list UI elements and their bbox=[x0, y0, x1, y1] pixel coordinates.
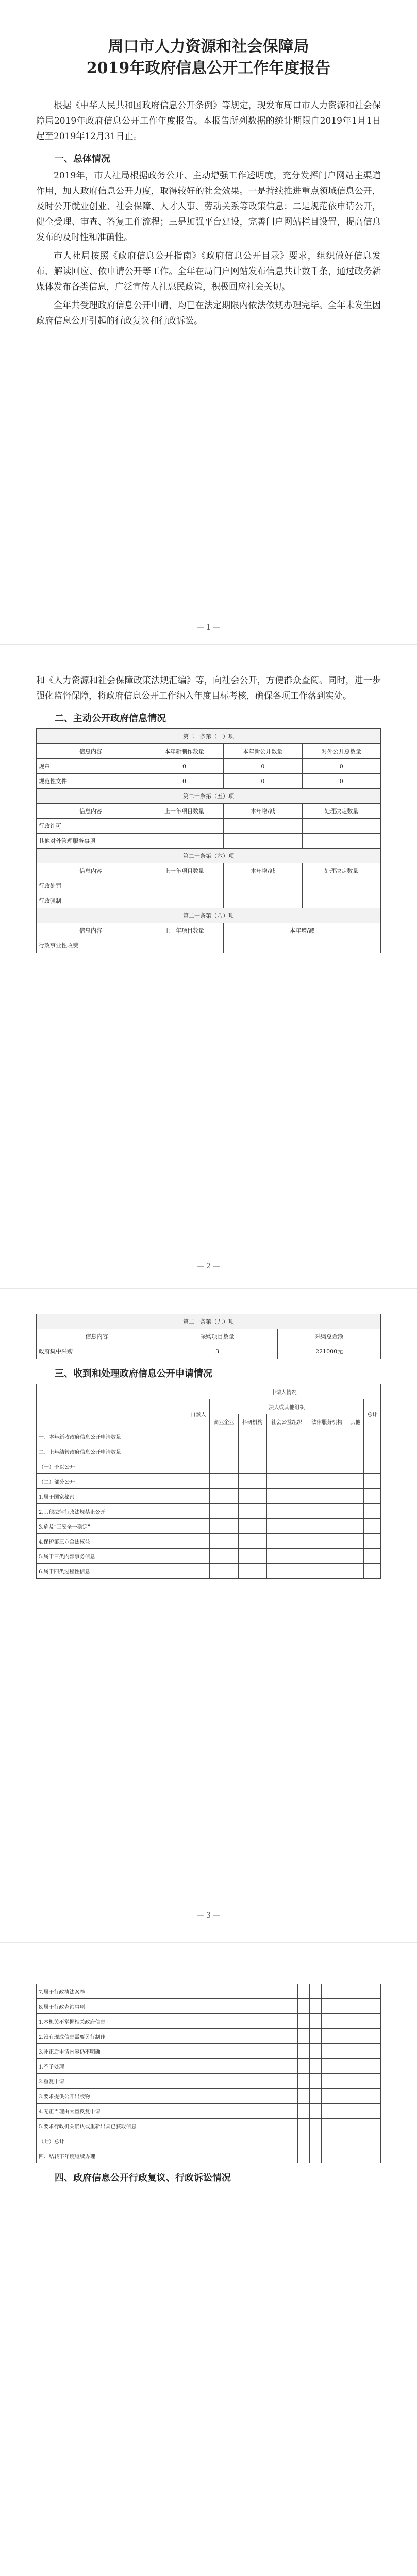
table-cell bbox=[307, 1504, 347, 1519]
table-cell bbox=[369, 2104, 381, 2119]
table-cell bbox=[298, 2044, 310, 2059]
table-cell bbox=[369, 2044, 381, 2059]
table-cell bbox=[238, 1459, 266, 1474]
table-row bbox=[37, 2089, 381, 2104]
table-header: 处理决定数量 bbox=[302, 863, 380, 878]
section-1-paragraph-3: 全年共受理政府信息公开申请，均已在法定期限内依法依规办理完毕。全年未发生因政府信息公开引起的行政复议和行政诉讼。 bbox=[36, 300, 381, 326]
table-cell bbox=[333, 2133, 345, 2148]
table-cell bbox=[347, 1444, 364, 1459]
table-cell bbox=[145, 819, 223, 834]
table-cell: 行政强制 bbox=[37, 893, 145, 908]
table-header: 商业企业 bbox=[210, 1414, 238, 1429]
table-cell bbox=[266, 1459, 307, 1474]
table-row bbox=[37, 878, 381, 893]
table-cell bbox=[266, 1444, 307, 1459]
table-cell bbox=[347, 1474, 364, 1489]
table-cell bbox=[364, 1489, 381, 1504]
table-row bbox=[37, 1489, 381, 1504]
table-cell bbox=[187, 1459, 210, 1474]
table-band: 第二十条第（九）项 bbox=[37, 1314, 381, 1329]
table-header: 法人或其他组织 bbox=[210, 1399, 364, 1414]
table-cell bbox=[364, 1429, 381, 1444]
table-cell: 行政处罚 bbox=[37, 878, 145, 893]
table-cell bbox=[310, 2089, 322, 2104]
application-handling-table-continued bbox=[36, 1984, 381, 2163]
row-label: 一、本年新收政府信息公开申请数量 bbox=[37, 1429, 187, 1444]
table-row bbox=[37, 2029, 381, 2044]
table-cell bbox=[298, 2074, 310, 2089]
table-cell bbox=[364, 1564, 381, 1579]
table-cell bbox=[310, 2133, 322, 2148]
table-cell bbox=[307, 1519, 347, 1534]
table-cell bbox=[369, 2029, 381, 2044]
page-4 bbox=[21, 1968, 396, 2576]
page-number: — 3 — bbox=[196, 1911, 221, 1920]
row-label: 7.属于行政执法案卷 bbox=[37, 1984, 298, 1999]
table-cell bbox=[298, 2148, 310, 2163]
table-cell bbox=[369, 1999, 381, 2014]
table-cell bbox=[322, 2044, 333, 2059]
table-header: 科研机构 bbox=[238, 1414, 266, 1429]
table-row bbox=[37, 938, 381, 953]
table-cell bbox=[347, 1534, 364, 1549]
table-header: 信息内容 bbox=[37, 923, 145, 938]
row-label: 5.要求行政机关确认或重新出具已获取信息 bbox=[37, 2119, 298, 2133]
table-cell bbox=[345, 2059, 357, 2074]
table-cell: 行政许可 bbox=[37, 819, 145, 834]
table-header: 本年新制作数量 bbox=[145, 744, 223, 759]
table-header: 法律服务机构 bbox=[307, 1414, 347, 1429]
table-cell: 0 bbox=[224, 759, 302, 774]
table-cell bbox=[333, 2059, 345, 2074]
table-cell bbox=[210, 1489, 238, 1504]
row-label: 5.属于三类内部事务信息 bbox=[37, 1549, 187, 1564]
table-cell bbox=[298, 2089, 310, 2104]
table-cell bbox=[322, 2089, 333, 2104]
table-cell bbox=[322, 2119, 333, 2133]
table-cell bbox=[302, 893, 380, 908]
table-cell: 行政事业性收费 bbox=[37, 938, 145, 953]
table-row bbox=[37, 1999, 381, 2014]
table-cell bbox=[238, 1519, 266, 1534]
table-header: 申请人情况 bbox=[187, 1384, 381, 1399]
table-cell: 3 bbox=[157, 1344, 278, 1359]
table-header: 处理决定数量 bbox=[302, 804, 380, 819]
table-cell bbox=[187, 1489, 210, 1504]
table-header: 信息内容 bbox=[37, 863, 145, 878]
doc-title-line2: 2019年政府信息公开工作年度报告 bbox=[86, 59, 331, 77]
table-cell bbox=[210, 1504, 238, 1519]
table-cell bbox=[298, 2029, 310, 2044]
table-cell bbox=[364, 1549, 381, 1564]
table-cell bbox=[322, 2074, 333, 2089]
table-cell bbox=[145, 878, 223, 893]
row-label: 6.属于四类过程性信息 bbox=[37, 1564, 187, 1579]
table-cell bbox=[345, 2014, 357, 2029]
row-label: 3.要求提供公开出版物 bbox=[37, 2089, 298, 2104]
table-cell: 规章 bbox=[37, 759, 145, 774]
table-cell bbox=[307, 1564, 347, 1579]
table-cell bbox=[347, 1489, 364, 1504]
table-row bbox=[37, 1984, 381, 1999]
table-cell bbox=[364, 1519, 381, 1534]
table-cell bbox=[310, 2119, 322, 2133]
table-cell bbox=[347, 1504, 364, 1519]
table-header: 对外公开总数量 bbox=[302, 744, 380, 759]
table-cell bbox=[298, 1999, 310, 2014]
table-header: 社会公益组织 bbox=[266, 1414, 307, 1429]
table-cell bbox=[187, 1474, 210, 1489]
table-cell bbox=[224, 893, 302, 908]
table-cell bbox=[322, 2133, 333, 2148]
row-label: 4.保护第三方合法权益 bbox=[37, 1534, 187, 1549]
table-cell: 其他对外管理服务事项 bbox=[37, 834, 145, 849]
table-cell bbox=[298, 2104, 310, 2119]
table-cell: 0 bbox=[302, 759, 380, 774]
row-label: 1.本机关不掌握相关政府信息 bbox=[37, 2014, 298, 2029]
table-cell bbox=[266, 1549, 307, 1564]
table-cell bbox=[364, 1474, 381, 1489]
table-cell bbox=[266, 1504, 307, 1519]
table-cell bbox=[357, 2074, 369, 2089]
table-cell bbox=[266, 1429, 307, 1444]
table-cell bbox=[238, 1489, 266, 1504]
table-row bbox=[37, 2148, 381, 2163]
table-cell bbox=[333, 1999, 345, 2014]
table-cell bbox=[369, 2059, 381, 2074]
page-number: — 2 — bbox=[196, 1262, 221, 1270]
table-cell bbox=[310, 2014, 322, 2029]
table-cell bbox=[238, 1429, 266, 1444]
table-cell bbox=[347, 1459, 364, 1474]
table-cell bbox=[307, 1534, 347, 1549]
table-cell bbox=[357, 2104, 369, 2119]
table-row bbox=[37, 834, 381, 849]
table-cell bbox=[238, 1444, 266, 1459]
table-cell bbox=[224, 878, 302, 893]
table-row bbox=[37, 774, 381, 789]
table-row bbox=[37, 1519, 381, 1534]
table-cell bbox=[145, 938, 223, 953]
table-cell bbox=[369, 2089, 381, 2104]
page-2 bbox=[21, 649, 396, 1278]
table-row bbox=[37, 1459, 381, 1474]
table-row bbox=[37, 2074, 381, 2089]
table-cell bbox=[266, 1489, 307, 1504]
section-1-paragraph-1: 2019年，市人社局根据政务公开、主动增强工作透明度，充分发挥门户网站主渠道作用，加大政府信息公开力度，取得较好的社会效果。一是持续推进重点领域信息公开，及时公开就业创业、社会保障、人才人事、劳动关系等政策信息；二是规范依申请公开，健全受理、审查、答复工作流程；三是加强平台建设，完善门户网站栏目设置，提高信息发布的及时性和准确性。 bbox=[36, 171, 381, 243]
section-3-heading: 三、收到和处理政府信息公开申请情况 bbox=[55, 1368, 212, 1379]
row-label: 2.没有现成信息需要另行制作 bbox=[37, 2029, 298, 2044]
table-cell bbox=[345, 2029, 357, 2044]
table-cell bbox=[322, 2104, 333, 2119]
table-row bbox=[37, 819, 381, 834]
page-divider bbox=[0, 1288, 417, 1289]
table-cell bbox=[310, 2148, 322, 2163]
table-cell bbox=[364, 1444, 381, 1459]
table-cell bbox=[298, 2014, 310, 2029]
table-band: 第二十条第（一）项 bbox=[37, 729, 381, 744]
table-cell bbox=[310, 1999, 322, 2014]
procurement-table bbox=[36, 1314, 381, 1359]
table-cell bbox=[302, 834, 380, 849]
table-cell bbox=[369, 1984, 381, 1999]
row-label: 1.属于国家秘密 bbox=[37, 1489, 187, 1504]
table-cell bbox=[369, 2119, 381, 2133]
table-header: 信息内容 bbox=[37, 804, 145, 819]
table-cell bbox=[345, 2089, 357, 2104]
table-cell bbox=[238, 1504, 266, 1519]
row-label: （二）部分公开 bbox=[37, 1474, 187, 1489]
table-cell bbox=[345, 1984, 357, 1999]
table-cell bbox=[322, 1999, 333, 2014]
table-cell bbox=[357, 2014, 369, 2029]
table-row bbox=[37, 1429, 381, 1444]
table-cell bbox=[187, 1519, 210, 1534]
table-cell: 规范性文件 bbox=[37, 774, 145, 789]
table-cell bbox=[369, 2148, 381, 2163]
table-cell bbox=[310, 2059, 322, 2074]
proactive-disclosure-table bbox=[36, 728, 381, 953]
table-cell bbox=[364, 1459, 381, 1474]
section-1-paragraph-2: 市人社局按照《政府信息公开指南》《政府信息公开目录》要求，组织做好信息发布、解读回应、依申请公开等工作。全年在局门户网站发布信息共计数千条，通过政务新媒体发布各类信息，广泛宣传人社惠民政策，积极回应社会关切。 bbox=[36, 251, 381, 292]
table-cell bbox=[210, 1459, 238, 1474]
table-cell bbox=[307, 1444, 347, 1459]
table-cell bbox=[224, 834, 302, 849]
table-cell bbox=[210, 1429, 238, 1444]
table-cell bbox=[333, 2029, 345, 2044]
table-header: 自然人 bbox=[187, 1399, 210, 1429]
row-label: 1.不予处理 bbox=[37, 2059, 298, 2074]
table-band: 第二十条第（五）项 bbox=[37, 789, 381, 804]
table-cell: 0 bbox=[224, 774, 302, 789]
table-cell bbox=[210, 1519, 238, 1534]
table-cell: 0 bbox=[302, 774, 380, 789]
table-cell bbox=[333, 2074, 345, 2089]
table-header: 信息内容 bbox=[37, 1329, 157, 1344]
table-cell bbox=[187, 1549, 210, 1564]
section-2-heading: 二、主动公开政府信息情况 bbox=[55, 713, 166, 724]
table-cell bbox=[357, 2059, 369, 2074]
table-cell bbox=[357, 2133, 369, 2148]
table-row bbox=[37, 1474, 381, 1489]
table-cell bbox=[357, 2089, 369, 2104]
table-row bbox=[37, 1344, 381, 1359]
table-cell bbox=[322, 2014, 333, 2029]
table-cell bbox=[364, 1534, 381, 1549]
row-label: 3.危及“三安全一稳定” bbox=[37, 1519, 187, 1534]
table-cell bbox=[347, 1429, 364, 1444]
table-cell bbox=[347, 1519, 364, 1534]
table-cell bbox=[238, 1564, 266, 1579]
table-cell bbox=[357, 2044, 369, 2059]
table-cell bbox=[347, 1564, 364, 1579]
table-row bbox=[37, 1504, 381, 1519]
table-cell bbox=[266, 1564, 307, 1579]
table-cell bbox=[238, 1534, 266, 1549]
table-cell bbox=[322, 2059, 333, 2074]
table-header: 本年增/减 bbox=[224, 863, 302, 878]
table-cell bbox=[322, 1984, 333, 1999]
table-header: 本年增/减 bbox=[224, 923, 381, 938]
table-cell bbox=[307, 1549, 347, 1564]
table-row bbox=[37, 759, 381, 774]
table-cell bbox=[298, 2133, 310, 2148]
table-row bbox=[37, 1549, 381, 1564]
table-cell bbox=[357, 2119, 369, 2133]
table-cell bbox=[345, 2044, 357, 2059]
table-cell bbox=[322, 2148, 333, 2163]
table-cell bbox=[333, 2119, 345, 2133]
table-cell bbox=[357, 1999, 369, 2014]
page-3 bbox=[21, 1298, 396, 1927]
table-band: 第二十条第（六）项 bbox=[37, 849, 381, 863]
table-cell bbox=[310, 2044, 322, 2059]
table-cell bbox=[333, 2148, 345, 2163]
doc-title-line1: 周口市人力资源和社会保障局 bbox=[108, 38, 309, 56]
table-row bbox=[37, 2133, 381, 2148]
section-4-heading: 四、政府信息公开行政复议、行政诉讼情况 bbox=[55, 2173, 231, 2183]
table-cell bbox=[364, 1504, 381, 1519]
table-cell bbox=[369, 2014, 381, 2029]
table-row bbox=[37, 1564, 381, 1579]
row-label: （一）予以公开 bbox=[37, 1459, 187, 1474]
table-row bbox=[37, 2059, 381, 2074]
table-cell bbox=[307, 1459, 347, 1474]
table-cell bbox=[333, 2014, 345, 2029]
table-row bbox=[37, 1444, 381, 1459]
application-handling-table bbox=[36, 1384, 381, 1579]
row-label: 2.重复申请 bbox=[37, 2074, 298, 2089]
section-1-paragraph-4: 和《人力资源和社会保障政策法规汇编》等，向社会公开，方便群众查阅。同时，进一步强化监督保障，将政府信息公开工作纳入年度目标考核，确保各项工作落到实处。 bbox=[36, 675, 381, 701]
row-label: 4.无正当理由大量反复申请 bbox=[37, 2104, 298, 2119]
table-cell bbox=[333, 2044, 345, 2059]
table-cell bbox=[210, 1474, 238, 1489]
page-divider bbox=[0, 644, 417, 645]
table-band: 第二十条第（八）项 bbox=[37, 908, 381, 923]
row-label: 8.属于行政查询事项 bbox=[37, 1999, 298, 2014]
table-header: 信息内容 bbox=[37, 744, 145, 759]
table-cell bbox=[357, 2148, 369, 2163]
table-cell bbox=[238, 1549, 266, 1564]
table-cell bbox=[298, 2119, 310, 2133]
table-cell bbox=[333, 1984, 345, 1999]
table-cell: 0 bbox=[145, 774, 223, 789]
table-cell bbox=[187, 1504, 210, 1519]
page-divider bbox=[0, 1942, 417, 1943]
row-label: 四、结转下年度继续办理 bbox=[37, 2148, 298, 2163]
table-cell bbox=[357, 1984, 369, 1999]
table-cell bbox=[145, 893, 223, 908]
table-cell bbox=[187, 1534, 210, 1549]
table-cell bbox=[307, 1429, 347, 1444]
page-1 bbox=[21, 10, 396, 639]
table-cell bbox=[210, 1534, 238, 1549]
intro-paragraph: 根据《中华人民共和国政府信息公开条例》等规定，现发布周口市人力资源和社会保障局2019年政府信息公开工作年度报告。本报告所列数据的统计期限自2019年1月1日起至2019年12月31日止。 bbox=[36, 100, 381, 142]
table-cell bbox=[345, 2104, 357, 2119]
table-row bbox=[37, 893, 381, 908]
table-cell bbox=[145, 834, 223, 849]
table-row bbox=[37, 2044, 381, 2059]
table-header: 采购项目数量 bbox=[157, 1329, 278, 1344]
table-cell bbox=[345, 2074, 357, 2089]
table-cell bbox=[333, 2104, 345, 2119]
table-cell bbox=[238, 1474, 266, 1489]
table-cell bbox=[347, 1549, 364, 1564]
table-cell bbox=[266, 1519, 307, 1534]
table-header: 本年增/减 bbox=[224, 804, 302, 819]
row-label: 3.补正后申请内容仍不明确 bbox=[37, 2044, 298, 2059]
table-cell bbox=[224, 938, 381, 953]
table-cell bbox=[266, 1534, 307, 1549]
table-header: 总计 bbox=[364, 1399, 381, 1429]
table-header: 本年新公开数量 bbox=[224, 744, 302, 759]
table-cell bbox=[210, 1564, 238, 1579]
table-header: 上一年项目数量 bbox=[145, 863, 223, 878]
section-1-heading: 一、总体情况 bbox=[55, 154, 110, 164]
table-cell bbox=[310, 2104, 322, 2119]
table-cell bbox=[369, 2133, 381, 2148]
table-header: 采购总金额 bbox=[278, 1329, 381, 1344]
table-header: 上一年项目数量 bbox=[145, 804, 223, 819]
table-cell bbox=[310, 2029, 322, 2044]
table-cell bbox=[310, 2074, 322, 2089]
table-cell bbox=[307, 1489, 347, 1504]
table-cell bbox=[187, 1564, 210, 1579]
table-cell: 政府集中采购 bbox=[37, 1344, 157, 1359]
table-cell bbox=[266, 1474, 307, 1489]
table-cell bbox=[322, 2029, 333, 2044]
table-cell bbox=[302, 878, 380, 893]
table-cell bbox=[345, 2133, 357, 2148]
table-cell bbox=[224, 819, 302, 834]
table-header: 上一年项目数量 bbox=[145, 923, 223, 938]
table-cell bbox=[345, 1999, 357, 2014]
table-cell bbox=[298, 2059, 310, 2074]
table-cell bbox=[307, 1474, 347, 1489]
table-cell bbox=[333, 2089, 345, 2104]
table-cell bbox=[187, 1429, 210, 1444]
table-cell bbox=[369, 2074, 381, 2089]
table-cell bbox=[310, 1984, 322, 1999]
table-cell bbox=[210, 1444, 238, 1459]
table-cell: 221000元 bbox=[278, 1344, 381, 1359]
row-label: 2.其他法律行政法规禁止公开 bbox=[37, 1504, 187, 1519]
table-cell bbox=[210, 1549, 238, 1564]
table-cell bbox=[298, 1984, 310, 1999]
table-cell: 0 bbox=[145, 759, 223, 774]
row-label: 二、上年结转政府信息公开申请数量 bbox=[37, 1444, 187, 1459]
table-cell bbox=[345, 2119, 357, 2133]
page-number: — 1 — bbox=[196, 623, 221, 632]
table-header: 其他 bbox=[347, 1414, 364, 1429]
table-corner bbox=[37, 1384, 187, 1429]
table-row bbox=[37, 1534, 381, 1549]
table-cell bbox=[302, 819, 380, 834]
table-row bbox=[37, 2014, 381, 2029]
table-cell bbox=[345, 2148, 357, 2163]
table-cell bbox=[187, 1444, 210, 1459]
table-row bbox=[37, 2119, 381, 2133]
table-cell bbox=[357, 2029, 369, 2044]
row-label: （七）总计 bbox=[37, 2133, 298, 2148]
table-row bbox=[37, 2104, 381, 2119]
